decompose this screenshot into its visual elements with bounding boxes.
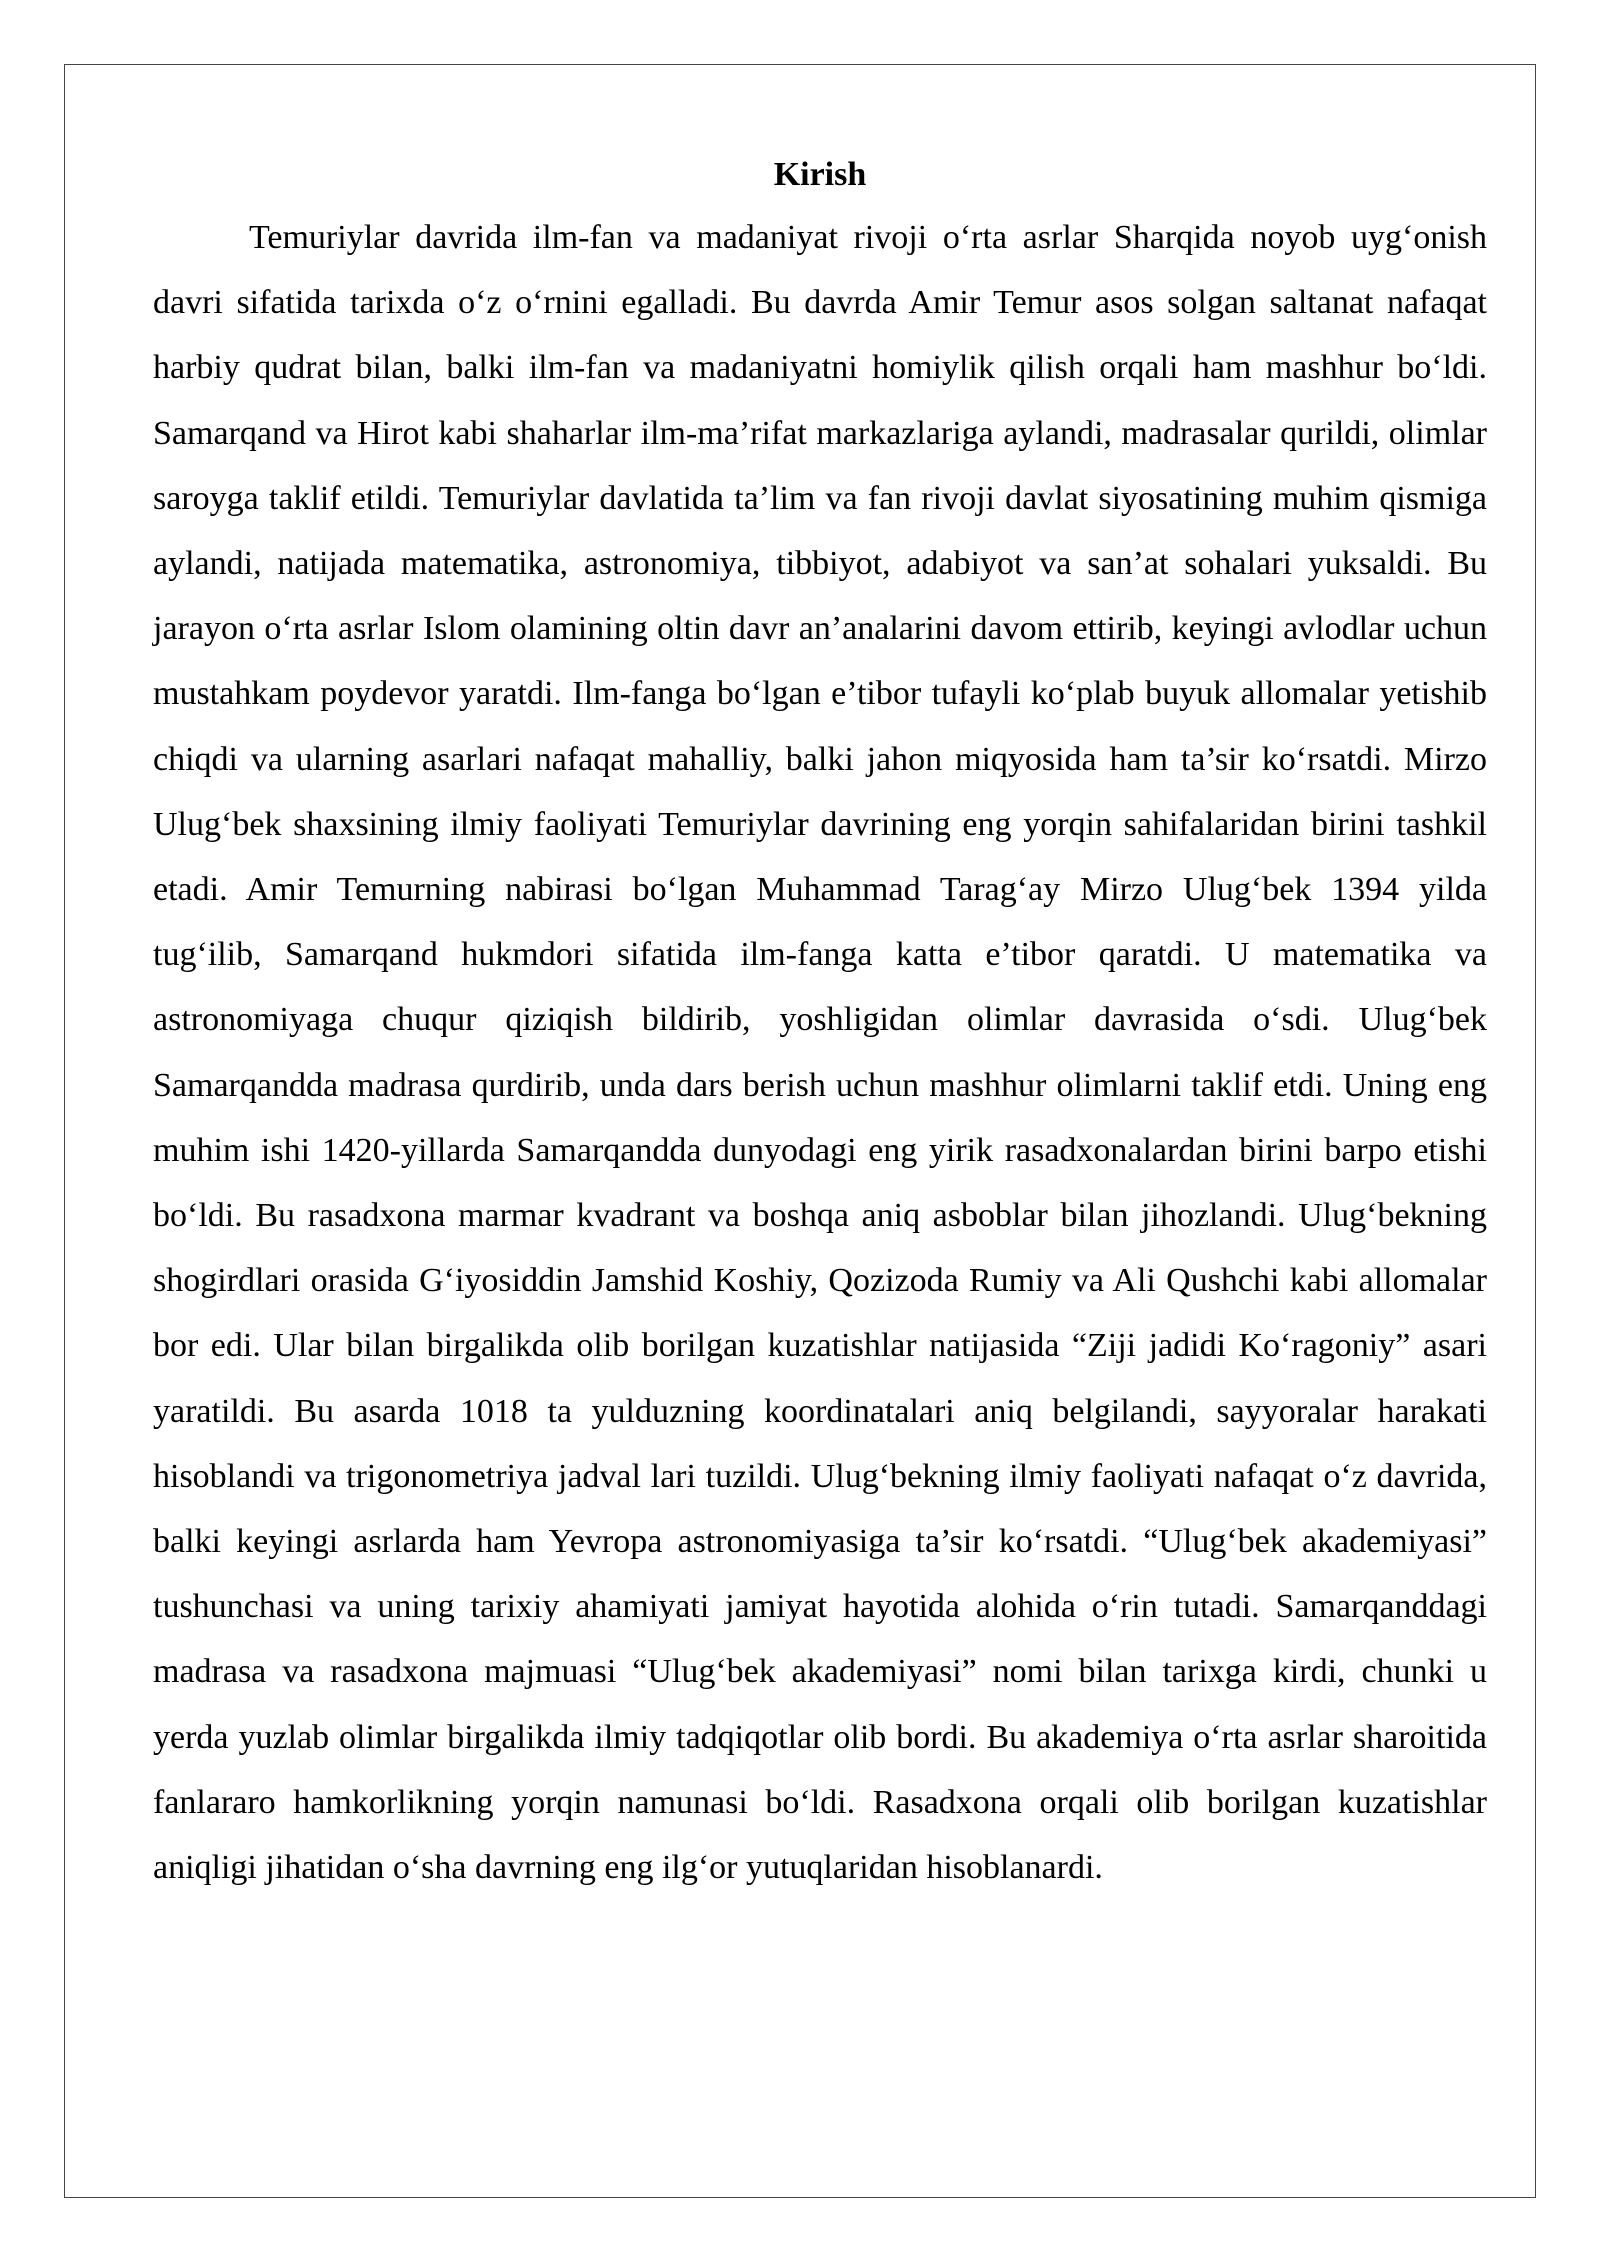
document-title: Kirish	[773, 156, 867, 193]
body-paragraph: Temuriylar davrida ilm-fan va madaniyat rivoji o‘rta asrlar Sharqida noyob uyg‘onish davri sifatida tarixda o‘z o‘rnini egalladi. Bu davrda Amir Temur asos solgan saltanat nafaqat harbiy qudrat bilan, balki ilm-fan va madaniyatni homiylik qilish orqali ham mashhur bo‘ldi. Samarqand va Hirot kabi shaharlar ilm-ma’rifat markazlariga aylandi, madrasalar qurildi, olimlar saroyga taklif etildi. Temuriylar davlatida ta’lim va fan rivoji davlat siyosatining muhim qismiga aylandi, natijada matematika, astronomiya, tibbiyot, adabiyot va san’at sohalari yuksaldi. Bu jarayon o‘rta asrlar Islom olamining oltin davr an’analarini davom ettirib, keyingi avlodlar uchun mustahkam poydevor yaratdi. Ilm-fanga bo‘lgan e’tibor tufayli ko‘plab buyuk allomalar yetishib chiqdi va ularning asarlari nafaqat mahalliy, balki jahon miqyosida ham ta’sir ko‘rsatdi. Mirzo Ulug‘bek shaxsining ilmiy faoliyati Temuriylar davrining eng yorqin sahifalaridan birini tashkil etadi. Amir Temurning nabirasi bo‘lgan Muhammad Tarag‘ay Mirzo Ulug‘bek 1394 yilda tug‘ilib, Samarqand hukmdori sifatida ilm-fanga katta e’tibor qaratdi. U matematika va astronomiyaga chuqur qiziqish bildirib, yoshligidan olimlar davrasida o‘sdi. Ulug‘bek Samarqandda madrasa qurdirib, unda dars berish uchun mashhur olimlarni taklif etdi. Uning eng muhim ishi 1420-yillarda Samarqandda dunyodagi eng yirik rasadxonalardan birini barpo etishi bo‘ldi. Bu rasadxona marmar kvadrant va boshqa aniq asboblar bilan jihozlandi. Ulug‘bekning shogirdlari orasida G‘iyosiddin Jamshid Koshiy, Qozizoda Rumiy va Ali Qushchi kabi allomalar bor edi. Ular bilan birgalikda olib borilgan kuzatishlar natijasida “Ziji jadidi Ko‘ragoniy” asari yaratildi. Bu asarda 1018 ta yulduzning koordinatalari aniq belgilandi, sayyoralar harakati hisoblandi va trigonometriya jadval lari tuzildi. Ulug‘bekning ilmiy faoliyati nafaqat o‘z davrida, balki keyingi asrlarda ham Yevropa astronomiyasiga ta’sir ko‘rsatdi. “Ulug‘bek akademiyasi” tushunchasi va uning tarixiy ahamiyati jamiyat hayotida alohida o‘rin tutadi. Samarqanddagi madrasa va rasadxona majmuasi “Ulug‘bek akademiyasi” nomi bilan tarixga kirdi, chunki u yerda yuzlab olimlar birgalikda ilmiy tadqiqotlar olib bordi. Bu akademiya o‘rta asrlar sharoitida fanlararo hamkorlikning yorqin namunasi bo‘ldi. Rasadxona orqali olib borilgan kuzatishlar aniqligi jihatidan o‘sha davrning eng ilg‘or yutuqlaridan hisoblanardi.	[153, 219, 1487, 1887]
document-content	[153, 145, 1487, 1900]
